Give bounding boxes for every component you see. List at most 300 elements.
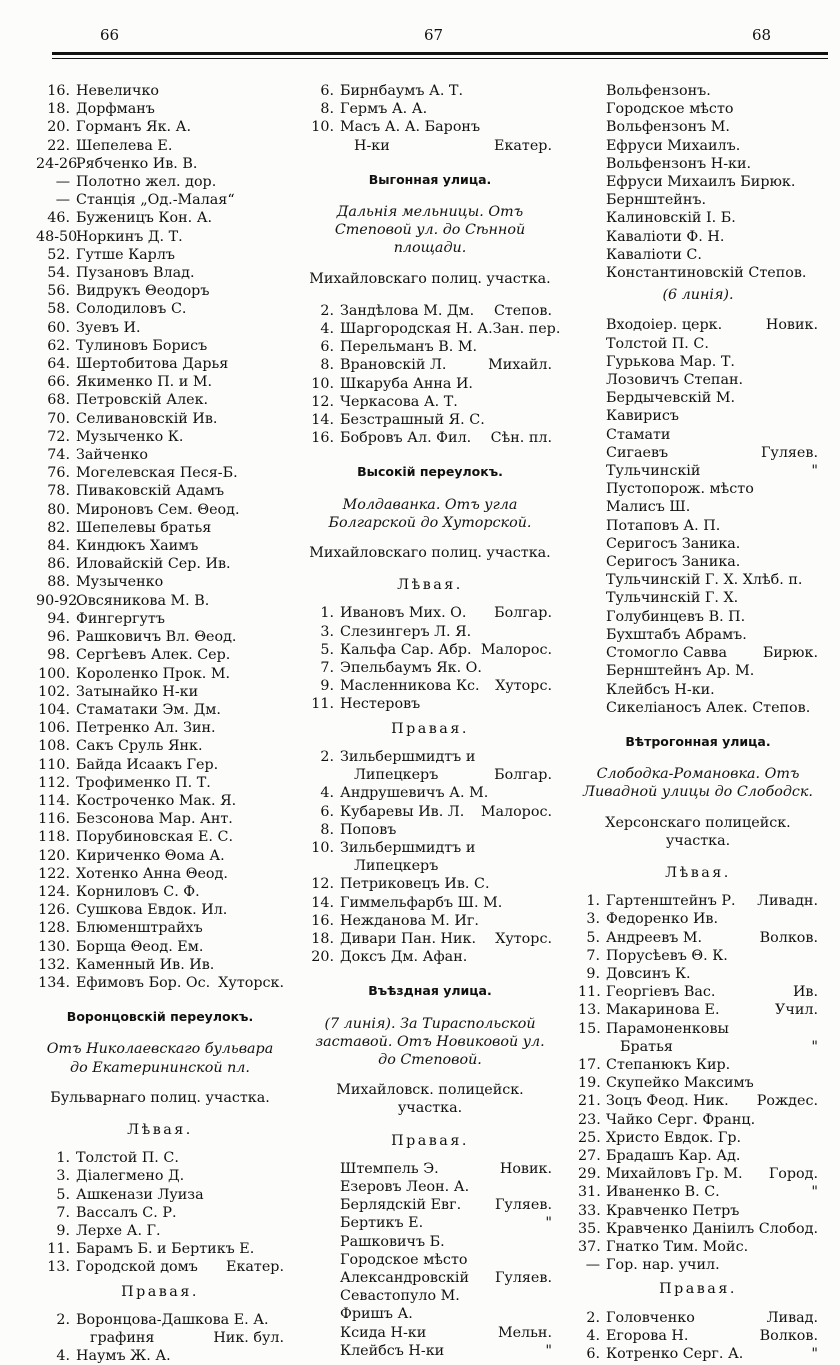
entry-number [578, 100, 606, 118]
entry-street: Екатер. [226, 1259, 284, 1276]
street-side-label: Правая. [121, 1283, 199, 1300]
column-center [308, 82, 561, 1360]
entry-number: 60. [47, 319, 70, 336]
entry-street: Малорос. [480, 641, 552, 658]
entry-number: 13. [47, 1259, 70, 1276]
entry-name: Каваліоти С. [606, 246, 702, 263]
entry-number: 128. [38, 920, 70, 937]
list-item [36, 1240, 284, 1258]
entry-name: Ефруси Михаилъ. [606, 137, 741, 154]
entry-number: 33. [578, 1202, 601, 1219]
entry-name: Городской домъ [76, 1259, 198, 1276]
list-item [578, 1220, 818, 1238]
entry-street: Екатер. [494, 137, 552, 154]
entry-name: Борща Θеод. Ем. [76, 938, 204, 955]
entry-name: Селивановскій Ив. [76, 410, 218, 427]
list-item [308, 100, 552, 118]
street-heading: Высокій переулокъ. [357, 464, 503, 480]
entry-name: Каменный Ив. Ив. [76, 956, 215, 973]
entry-name: Серигосъ Заника. [606, 535, 741, 552]
list-item [578, 681, 818, 699]
entry-street: Новик. [499, 1160, 552, 1177]
entry-number: 52. [47, 246, 70, 263]
entry-name: Лозовичъ Степан. [606, 372, 744, 389]
entry-number: 80. [47, 501, 70, 518]
list-item [578, 947, 818, 965]
list-item [36, 191, 284, 209]
list-item [578, 644, 818, 662]
entry-number: 72. [47, 428, 70, 445]
entry-name: Вольфензонъ. [606, 83, 711, 99]
list-item [36, 956, 284, 974]
list-item [36, 391, 284, 409]
entry-number: 48-50. [36, 228, 82, 245]
entry-indent [308, 857, 354, 875]
list-item [36, 810, 284, 828]
entry-number: 16. [47, 83, 70, 99]
entry-name: Вольфензонъ Н-ки. [606, 155, 752, 172]
entry-number: 124. [38, 883, 70, 900]
entry-name: Входоіер. церк. [606, 317, 723, 334]
entry-name: Бернштейнъ. [606, 192, 707, 209]
entry-number [308, 1269, 340, 1287]
list-item [36, 1167, 284, 1185]
list-item [36, 665, 284, 683]
entry-number: 9. [320, 678, 334, 695]
list-item [308, 1178, 552, 1196]
entry-name: Парамоненковы [606, 1020, 729, 1037]
list-item [308, 659, 552, 677]
entry-name: Шепелева Е. [76, 137, 173, 154]
list-item [36, 464, 284, 482]
entry-name: Андреевъ М. [606, 929, 703, 946]
entry-street: Гуляев. [494, 1197, 552, 1214]
list-item [578, 118, 818, 136]
entry-number: 86. [47, 556, 70, 573]
entry-number [578, 699, 606, 717]
list-item [578, 1147, 818, 1165]
entry-street: Зан. пер. [492, 321, 561, 338]
entry-number [578, 444, 606, 462]
entry-name: Степанюкъ Кир. [606, 1056, 731, 1073]
entry-name: Безсонова Мар. Ант. [76, 811, 233, 828]
entry-number: 35. [578, 1220, 601, 1237]
street-description: Слободка-Романовка. Отъ Ливадной улицы до Слободск. [583, 766, 813, 801]
entry-number: 20. [47, 119, 70, 136]
entry-number [578, 608, 606, 626]
entry-number: 88. [47, 574, 70, 591]
entry-name: Кубаревы Ив. Л. [340, 803, 465, 820]
list-item [578, 498, 818, 516]
entry-number [578, 426, 606, 444]
entry-number: 62. [47, 337, 70, 354]
list-item [578, 209, 818, 227]
entry-name: Короленко Прок. М. [76, 665, 231, 682]
entry-name: Севастопуло М. [340, 1288, 460, 1305]
list-item [578, 353, 818, 371]
list-item [36, 1149, 284, 1167]
list-item [308, 839, 552, 857]
entry-street: Ливадн. [757, 893, 818, 910]
entry-name: Бухштабъ Абрамъ. [606, 626, 747, 643]
entry-name: Кириченко Θома А. [76, 847, 225, 864]
list-item [578, 246, 818, 264]
page-numbers [0, 26, 840, 46]
list-item [36, 938, 284, 956]
entry-number: 82. [47, 519, 70, 536]
entry-number [578, 480, 606, 498]
page-number-right: 68 [752, 26, 772, 44]
entry-name: Байда Исаакъ Гер. [76, 756, 219, 773]
entry-street: Гуляев. [760, 444, 818, 461]
list-item [36, 446, 284, 464]
entry-number: 90-92. [36, 592, 82, 609]
entry-number: 19. [578, 1075, 601, 1092]
list-item [36, 828, 284, 846]
entry-number [578, 517, 606, 535]
entry-indent [36, 1329, 90, 1347]
entry-street: Ник. бул. [213, 1330, 284, 1346]
list-item [578, 608, 818, 626]
list-item [578, 1056, 818, 1074]
list-item [36, 537, 284, 555]
entry-name: Толстой П. С. [76, 1150, 179, 1167]
list-item [36, 919, 284, 937]
entry-name: Костроченко Мак. Я. [76, 792, 237, 809]
entry-name: Довсинъ К. [606, 965, 691, 982]
list-item [308, 356, 552, 374]
entry-number: 5. [586, 929, 600, 946]
entry-name: Станція „Од.-Малая“ [76, 192, 235, 209]
list-item [578, 1111, 818, 1129]
entry-name: Голубинцевъ В. П. [606, 608, 746, 625]
entry-number [578, 82, 606, 100]
list-item [308, 411, 552, 429]
entry-name: Рябченко Ив. В. [76, 155, 198, 172]
police-district: Михайловскаго полиц. участка. [309, 545, 551, 562]
entry-number: 3. [320, 623, 334, 640]
entry-name: Александровскій [340, 1269, 470, 1286]
entry-name: Клейбсъ Н-ки [340, 1342, 445, 1359]
entry-number: — [585, 1257, 600, 1274]
list-item [578, 1202, 818, 1220]
entry-name: Гутше Карлъ [76, 246, 176, 263]
entry-number: 25. [578, 1129, 601, 1146]
entry-name: Макаринова Е. [606, 1002, 720, 1019]
list-item [36, 756, 284, 774]
list-item [308, 623, 552, 641]
list-item [36, 974, 284, 992]
entry-name: Воронцова-Дашкова Е. А. [76, 1311, 269, 1328]
list-item [578, 1001, 818, 1019]
list-item [36, 683, 284, 701]
list-item [36, 482, 284, 500]
entry-number: 66. [47, 374, 70, 391]
entry-number: 132. [38, 956, 70, 973]
list-item [578, 662, 818, 680]
list-item [36, 701, 284, 719]
list-item [36, 173, 284, 191]
entry-name: Серигосъ Заника. [606, 554, 741, 571]
list-item [308, 1214, 552, 1232]
entry-name: Сигаевъ [606, 444, 669, 461]
list-item [578, 1020, 818, 1038]
list-item [578, 965, 818, 983]
entry-number: 68. [47, 392, 70, 409]
entry-name: Пустопорож. мѣсто [606, 481, 754, 498]
entry-name: Якименко П. и М. [76, 374, 213, 391]
entry-name: Петриковецъ Ив. С. [340, 876, 490, 893]
list-item [36, 410, 284, 428]
entry-number [578, 173, 606, 191]
entry-name: Городское мѣсто [340, 1251, 468, 1268]
street-side-label: Правая. [391, 720, 469, 737]
entry-name: Стамати [606, 426, 671, 443]
entry-name: Шепелевы братья [76, 519, 212, 536]
entry-name: Михайловъ Гр. М. [606, 1166, 743, 1183]
entry-number [578, 316, 606, 334]
entry-name: Поповъ [340, 821, 397, 838]
list-item [36, 573, 284, 591]
entry-street: " [811, 1346, 818, 1362]
list-item [36, 901, 284, 919]
list-item [36, 300, 284, 318]
entry-name: Нежданова М. Иг. [340, 912, 479, 929]
entry-name: Дивари Пан. Ник. [340, 930, 477, 947]
entry-number: 6. [320, 83, 334, 99]
list-item [578, 389, 818, 407]
entry-number [578, 681, 606, 699]
list-item [36, 501, 284, 519]
list-item [36, 1329, 284, 1347]
entry-name: Рашковичъ Б. [340, 1233, 445, 1250]
entry-name: Барамъ Б. и Бертикъ Е. [76, 1241, 255, 1258]
entry-name: Шаргородская Н. А. [340, 321, 493, 338]
entry-number: 4. [320, 321, 334, 338]
entry-name: Перельманъ В. М. [340, 339, 478, 356]
list-item [36, 228, 284, 246]
list-item [36, 555, 284, 573]
entry-name: Кальфа Сар. Абр. [340, 641, 472, 658]
entry-street: Михайл. [488, 357, 552, 374]
entry-name: Кравченко Даніилъ [606, 1220, 755, 1237]
list-item [578, 699, 818, 717]
entry-number: 14. [311, 412, 334, 429]
entry-number: 106. [38, 720, 70, 737]
entry-name: Сикеліаносъ Алек. Степов. [606, 699, 811, 716]
entry-name: Городское мѣсто [606, 101, 734, 118]
entry-number: 3. [586, 911, 600, 928]
entry-number: 14. [311, 894, 334, 911]
entry-name: Мироновъ Сем. Θеод. [76, 501, 240, 518]
list-item [308, 1269, 552, 1287]
entry-name: Езеровъ Леон. А. [340, 1178, 470, 1195]
entry-name: Тульчинскій Г. Х. [606, 590, 739, 607]
list-item [578, 407, 818, 425]
list-item [578, 1092, 818, 1110]
list-item [36, 428, 284, 446]
list-item [36, 519, 284, 537]
list-item [578, 571, 818, 589]
entry-name: Бирнбаумъ А. Т. [340, 83, 464, 99]
entry-name: Сушкова Евдок. Ил. [76, 902, 228, 919]
list-item [578, 1074, 818, 1092]
list-item [578, 316, 818, 334]
entry-number: 12. [311, 393, 334, 410]
entry-street: Рождес. [756, 1093, 818, 1110]
entry-number: 56. [47, 283, 70, 300]
entry-number: 9. [56, 1222, 70, 1239]
entry-number [578, 155, 606, 173]
entry-number: 2. [586, 1309, 600, 1326]
entry-name: Безстрашный Я. С. [340, 412, 485, 429]
entry-street: " [811, 463, 818, 480]
entry-name: Тульчинскій Г. Х. Хлѣб. п. [606, 572, 803, 589]
entry-name: Андрушевичъ А. М. [340, 785, 489, 802]
entry-name: Штемпель Э. [340, 1160, 439, 1177]
entry-name: Калиновскій І. Б. [606, 210, 736, 227]
street-description: Отъ Николаевскаго бульвара до Екатерининской пл. [46, 1041, 274, 1076]
entry-street: Новик. [765, 317, 818, 334]
list-item [308, 1160, 552, 1178]
entry-name: Толстой П. С. [606, 335, 709, 352]
entry-number: 8. [320, 101, 334, 118]
entry-name: Доксъ Дм. Афан. [340, 949, 468, 966]
list-item [578, 910, 818, 928]
entry-name: Гурькова Мар. Т. [606, 353, 735, 370]
entry-number: 9. [586, 965, 600, 982]
entry-number [578, 371, 606, 389]
entry-number: 17. [578, 1056, 601, 1073]
entry-street: Слобод. [758, 1220, 818, 1237]
entry-number: 112. [38, 774, 70, 791]
entry-name: Бертикъ Е. [340, 1215, 424, 1232]
entry-number [578, 644, 606, 662]
entry-number: 46. [47, 210, 70, 227]
entry-name: Ефимовъ Бор. Ос. [76, 974, 211, 991]
entry-number: 96. [47, 629, 70, 646]
list-item [578, 480, 818, 498]
entry-name: Георгіевъ Вас. [606, 984, 716, 1001]
list-item [308, 1342, 552, 1360]
entry-street: Хуторск. [218, 974, 284, 991]
list-item [308, 784, 552, 802]
entry-number: 11. [47, 1241, 70, 1258]
street-description: Молдаванка. Отъ угла Болгарской до Хуторской. [328, 496, 532, 531]
entry-number [578, 407, 606, 425]
list-item [308, 375, 552, 393]
entry-number [578, 662, 606, 680]
entry-name: Петренко Ал. Зин. [76, 720, 216, 737]
entry-name: Скупейко Максимъ [606, 1075, 754, 1092]
entry-number: 74. [47, 447, 70, 464]
entry-number: 22. [47, 137, 70, 154]
list-item [308, 429, 552, 447]
entry-number: 2. [320, 302, 334, 319]
entry-name: Иловайскій Сер. Ив. [76, 556, 231, 573]
entry-number: 130. [38, 938, 70, 955]
street-side-label: Лѣвая. [397, 577, 463, 594]
list-item [36, 1222, 284, 1240]
column-right [578, 82, 818, 1363]
page-number-center: 67 [424, 26, 444, 44]
entry-number: 58. [47, 301, 70, 318]
entry-name: Гермъ А. А. [340, 101, 428, 118]
entry-number: 126. [38, 902, 70, 919]
entry-number [578, 353, 606, 371]
entry-number: 8. [320, 357, 334, 374]
entry-number: 76. [47, 465, 70, 482]
column-left [36, 82, 284, 1365]
entry-street: " [545, 1342, 552, 1359]
entry-indent [308, 137, 354, 155]
list-item [578, 100, 818, 118]
entry-number [308, 1287, 340, 1305]
entry-number: 6. [320, 803, 334, 820]
entry-name: Фингергутъ [76, 610, 165, 627]
list-item [36, 100, 284, 118]
entry-number: 16. [311, 912, 334, 929]
entry-number: 10. [311, 839, 334, 856]
entry-number: 4. [56, 1348, 70, 1365]
entry-street: Малорос. [480, 803, 552, 820]
entry-name: Петровскій Алек. [76, 392, 209, 409]
entry-number: 100. [38, 665, 70, 682]
list-item [308, 894, 552, 912]
police-district: Михайловскаго полиц. участка. [309, 270, 551, 287]
entry-name: Нестеровъ [340, 696, 421, 713]
list-item [36, 337, 284, 355]
list-item [578, 553, 818, 571]
entry-name: Солодиловъ С. [76, 301, 187, 318]
entry-name: Гартенштейнъ Р. [606, 893, 736, 910]
entry-number: 15. [578, 1020, 601, 1037]
entry-number: 116. [38, 811, 70, 828]
entry-name: графиня [90, 1330, 155, 1346]
entry-street: " [811, 1184, 818, 1201]
entry-name: Зуевъ И. [76, 319, 141, 336]
entry-number: 1. [56, 1150, 70, 1167]
entry-name: Берлядскій Евг. [340, 1197, 462, 1214]
entry-number: 108. [38, 738, 70, 755]
list-item [308, 1233, 552, 1251]
entry-number: 1. [586, 893, 600, 910]
entry-name: Бердычевскій М. [606, 390, 736, 407]
list-item [36, 592, 284, 610]
list-item [308, 641, 552, 659]
entry-number: 8. [320, 821, 334, 838]
street-description: (7 линія). За Тираспольской заставой. Отъ Новиковой ул. до Степовой. [315, 1015, 545, 1068]
list-item [36, 1258, 284, 1276]
list-item [578, 426, 818, 444]
page-number-left: 66 [100, 26, 120, 44]
entry-number: 11. [311, 696, 334, 713]
list-item [308, 821, 552, 839]
list-item [36, 792, 284, 810]
entry-number: 10. [311, 375, 334, 392]
entry-street: Ливад. [766, 1309, 818, 1326]
entry-name: Пузановъ Влад. [76, 265, 195, 282]
entry-name: Масъ А. А. Баронъ [340, 119, 481, 136]
entry-name: Головченко [606, 1309, 695, 1326]
entry-number: 18. [47, 101, 70, 118]
entry-number [308, 1196, 340, 1214]
entry-number [578, 389, 606, 407]
entry-number [578, 191, 606, 209]
entry-number: 64. [47, 356, 70, 373]
police-district: Бульварнаго полиц. участка. [50, 1089, 270, 1106]
entry-number: 4. [586, 1327, 600, 1344]
